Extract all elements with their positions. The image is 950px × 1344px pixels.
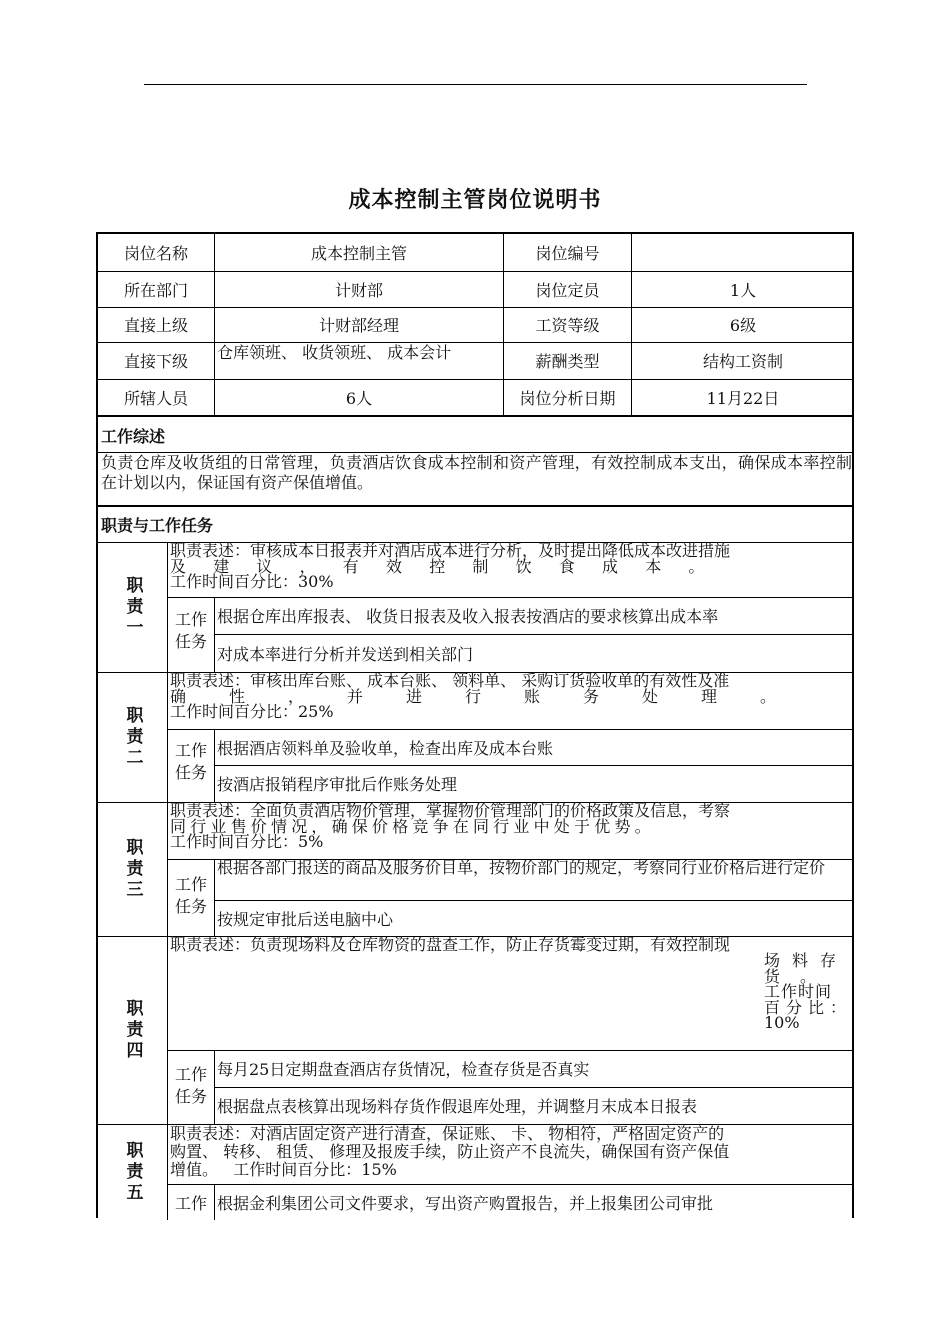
value-direct-subordinates: 仓库领班、 收货领班、 成本会计 — [217, 343, 452, 362]
document-title: 成本控制主管岗位说明书 — [348, 188, 602, 213]
job-description-table — [96, 232, 854, 1218]
summary-heading: 工作综述 — [101, 426, 166, 446]
value-pay-type: 结构工资制 — [702, 352, 783, 371]
duty-4-description — [168, 937, 854, 1050]
value-position-code — [632, 234, 854, 271]
value-department: 计财部 — [334, 280, 383, 300]
duty-5-desc-line2: 购置、 转移、 租赁、 修理及报废手续，防止资产不良流失，确保国有资产保值 — [170, 1142, 730, 1161]
duty-3-time-pct: 工作时间百分比：5% — [170, 832, 324, 851]
duty-1-desc-line2: 及建议，有效控制饮食成本。 — [170, 556, 732, 576]
label-salary-grade: 工资等级 — [535, 316, 600, 335]
duty-3-description — [168, 803, 854, 858]
value-position-name: 成本控制主管 — [310, 244, 407, 263]
label-direct-superior: 直接上级 — [123, 316, 188, 335]
duty-5-desc-line1: 职责表述：对酒店固定资产进行清查，保证账、 卡、 物相符，严格固定资产的 — [170, 1124, 725, 1143]
duty-4-desc-wrap-1: 场料存 — [764, 951, 849, 970]
duty-1-task-1: 根据仓库出库报表、 收货日报表及收入报表按酒店的要求核算出成本率 — [217, 607, 719, 626]
duties-heading: 职责与工作任务 — [101, 516, 214, 535]
label-department: 所在部门 — [123, 280, 188, 300]
duty-1-description — [168, 543, 854, 597]
duty-2-label: 职责二 — [122, 705, 143, 769]
duty-5-description — [168, 1125, 854, 1182]
duty-4-task-label: 工作任务 — [174, 1065, 207, 1106]
label-staff-count: 所辖人员 — [123, 388, 188, 408]
value-analysis-date: 11月22日 — [706, 388, 780, 408]
summary-text: 负责仓库及收货组的日常管理，负责酒店饮食成本控制和资产管理，有效控制成本支出，确保成本率控制在计划以内，保证国有资产保值增值。 — [101, 453, 852, 492]
value-salary-grade: 6级 — [729, 316, 757, 335]
duty-4-label: 职责四 — [122, 998, 143, 1062]
duty-4-desc-wrap-5: 10% — [764, 1013, 800, 1032]
duty-4-desc-line1: 职责表述：负责现场料及仓库物资的盘查工作，防止存货霉变过期，有效控制现 — [170, 935, 731, 954]
duty-3-desc-line2: 同行业售价情况，确保价格竞争在同行业中处于优势。 — [170, 816, 655, 836]
duty-2-desc-line2: 确性，并进行账务处理。 — [170, 686, 820, 706]
duty-2-task-label: 工作任务 — [174, 741, 207, 782]
duty-3-desc-line1: 职责表述：全面负责酒店物价管理，掌握物价管理部门的价格政策及信息，考察 — [170, 801, 731, 820]
duty-3-task-2: 按规定审批后送电脑中心 — [217, 909, 394, 929]
duty-1-task-label: 工作任务 — [174, 610, 207, 651]
duty-2-description — [168, 673, 854, 728]
duty-2-task-1: 根据酒店领料单及验收单，检查出库及成本台账 — [217, 738, 554, 758]
label-direct-subordinates: 直接下级 — [123, 352, 188, 371]
duty-5-label: 职责五 — [122, 1140, 143, 1204]
duty-1-time-pct: 工作时间百分比：30% — [170, 572, 334, 591]
value-direct-superior: 计财部经理 — [318, 316, 399, 335]
duty-5-desc-line3: 增值。 工作时间百分比：15% — [170, 1160, 397, 1179]
duty-3-task-1: 根据各部门报送的商品及服务价目单，按物价部门的规定，考察同行业价格后进行定价 — [217, 858, 826, 877]
label-headcount: 岗位定员 — [535, 280, 600, 300]
value-headcount: 1人 — [729, 280, 757, 300]
duty-4-desc-wrap-4: 百分比： — [764, 997, 853, 1017]
duty-4-task-1: 每月25日定期盘查酒店存货情况，检查存货是否真实 — [217, 1060, 590, 1079]
duty-2-task-2: 按酒店报销程序审批后作账务处理 — [217, 775, 458, 794]
label-analysis-date: 岗位分析日期 — [519, 388, 616, 408]
duty-4-task-2: 根据盘点表核算出现场料存货作假退库处理，并调整月末成本日报表 — [217, 1097, 698, 1116]
duty-3-task-label: 工作任务 — [174, 875, 207, 916]
duty-4-desc-wrap-2: 货。 — [764, 966, 837, 986]
duty-2-time-pct: 工作时间百分比：25% — [170, 702, 334, 721]
duty-5-task-label: 工作 — [174, 1193, 207, 1213]
duty-1-desc-line1: 职责表述：审核成本日报表并对酒店成本进行分析，及时提出降低成本改进措施 — [170, 541, 731, 560]
value-staff-count: 6人 — [345, 388, 373, 408]
label-position-name: 岗位名称 — [123, 244, 188, 263]
duty-5-task-1: 根据金利集团公司文件要求，写出资产购置报告，并上报集团公司审批 — [217, 1193, 714, 1213]
label-pay-type: 薪酬类型 — [535, 352, 600, 371]
label-position-code: 岗位编号 — [535, 244, 600, 263]
duty-4-desc-wrap-3: 工作时间 — [764, 982, 833, 1001]
duty-1-label: 职责一 — [122, 575, 143, 639]
duty-3-label: 职责三 — [122, 837, 143, 901]
duty-2-desc-line1: 职责表述：审核出库台账、 成本台账、 领料单、 采购订货验收单的有效性及准 — [170, 671, 730, 690]
header-rule — [144, 84, 807, 85]
duty-1-task-2: 对成本率进行分析并发送到相关部门 — [217, 644, 474, 664]
